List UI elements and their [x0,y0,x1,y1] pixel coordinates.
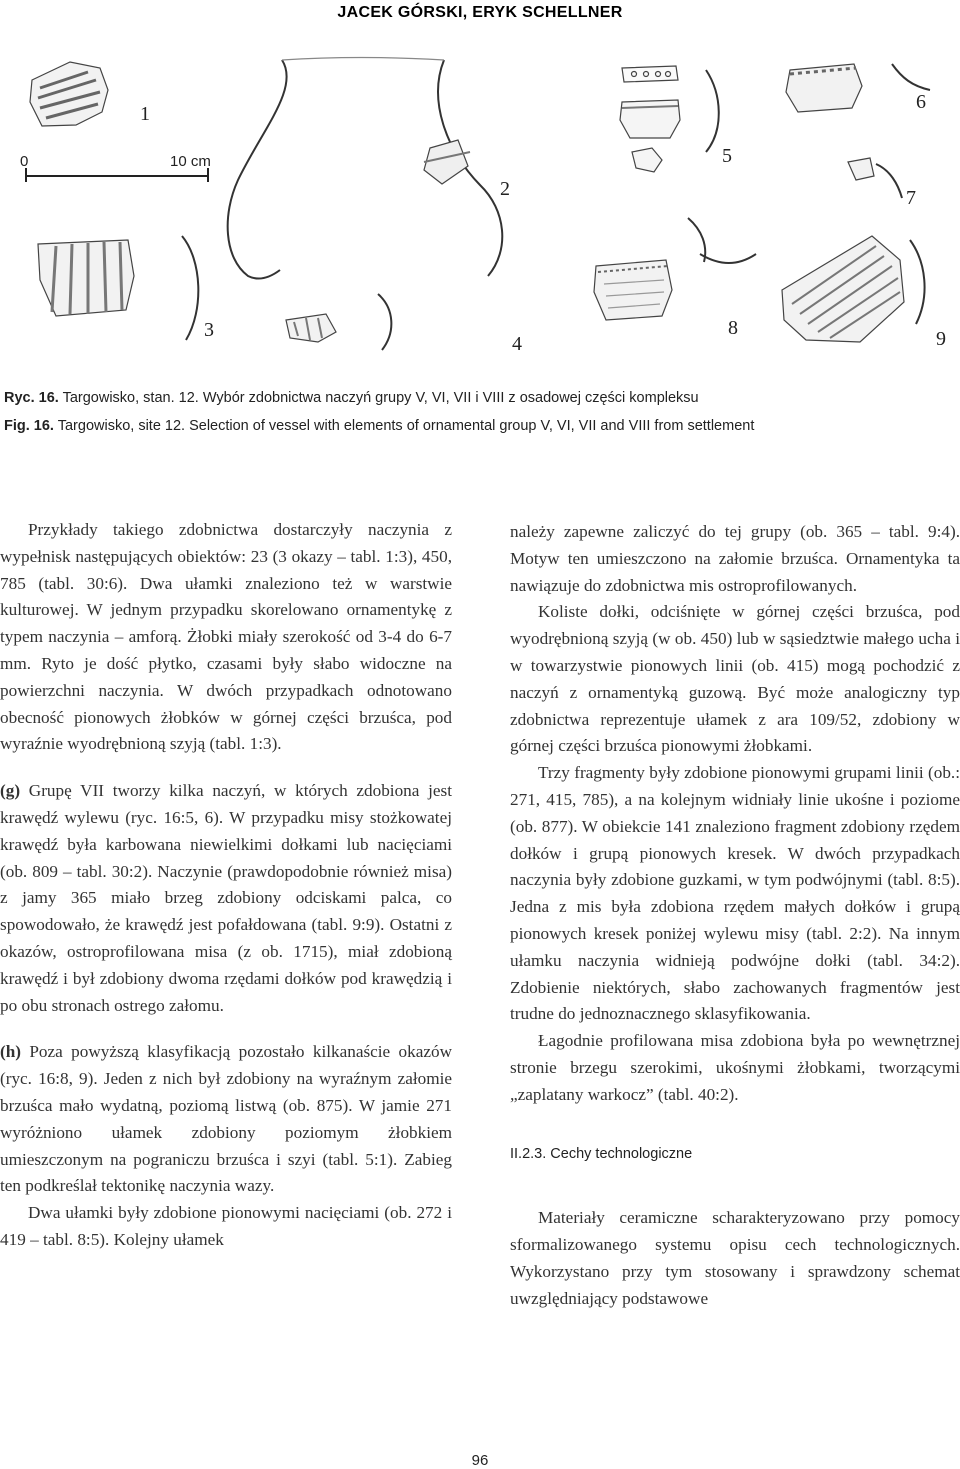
label-3: 3 [204,319,214,341]
fragment-1-drawing [30,62,108,126]
label-4: 4 [512,333,522,355]
fragment-5-drawing [620,66,680,172]
left-paragraph-group-h: (h) Poza powyższą klasyfikacją pozostało kilkanaście okazów (ryc. 16:8, 9). Jeden z nich był zdobiony na wyraźnym załomie brzuśca mało wydatną, poziomą listwą (ob. 875). W jamie 271 wyróżniono ułamek zdobiony poziomym żłobkiem umieszczonym na pograniczu brzuśca i szyi (tabl. 5:1). Zabieg ten podkreślał tektonikę naczynia wazy. [0,1042,452,1196]
label-1: 1 [140,103,150,125]
caption-english-prefix: Fig. 16. [4,418,54,434]
section-subheading: II.2.3. Cechy technologiczne [510,1145,693,1162]
caption-english [4,418,754,434]
fragment-9-drawing [782,236,925,342]
scale-end-label: 10 cm [170,153,211,170]
scale-bar [26,168,208,182]
caption-english-text: Targowisko, site 12. Selection of vessel with elements of ornamental group V, VI, VII and VIII from settlement [53,418,755,434]
right-paragraph-4: Łagodnie profilowana misa zdobiona była po wewnętrznej stronie brzegu szerokimi, ukośnymi żłobkami, tworzącymi „zaplatany warkocz” (tabl. 40:2). [510,1031,960,1104]
caption-polish [4,390,699,406]
fragment-8-drawing [594,218,756,320]
caption-polish-text: Targowisko, stan. 12. Wybór zdobnictwa naczyń grupy V, VI, VII i VIII z osadowej części kompleksu [58,390,699,406]
label-8: 8 [728,317,738,339]
caption-polish-prefix: Ryc. 16. [4,390,59,406]
scale-start-label: 0 [20,153,29,170]
fragment-7-drawing [848,158,902,198]
left-paragraph-1: Przykłady takiego zdobnictwa dostarczyły naczynia z wypełnisk następujących obiektów: 23 (3 okazy – tabl. 1:3), 450, 785 (tabl. 30:6). Dwa ułamki znaleziono też w warstwie kulturowej. W jednym przypadku skorelowano ornamentykę z typem naczynia – amforą. Żłobki miały szerokość od 3-4 do 6-7 mm. Ryto je dość płytko, czasami były słabo widoczne na powierzchni naczynia. W dwóch przypadkach odnotowano obecność pionowych żłobków w górnej części brzuśca, pod wyraźnie wyodrębnioną szyją (tabl. 1:3). [0,520,452,754]
right-column [510,519,960,1313]
left-column [0,517,452,1254]
pottery-figure [0,40,960,390]
fragment-6-drawing [706,64,930,152]
right-paragraph-5: Materiały ceramiczne scharakteryzowano przy pomocy sformalizowanego systemu opisu cech technologicznych. Wykorzystano przy tym stosowany i sprawdzony schemat uwzględniający podstawowe [510,1208,960,1308]
fragment-2-drawing [228,58,503,279]
group-h-marker: (h) [0,1042,22,1062]
label-9: 9 [936,328,946,350]
page-number: 96 [471,1452,489,1469]
label-6: 6 [916,91,926,113]
fragment-4-drawing [286,294,391,350]
label-5: 5 [722,145,732,167]
left-paragraph-last: Dwa ułamki były zdobione pionowymi nacięciami (ob. 272 i 419 – tabl. 8:5). Kolejny ułamek [0,1203,452,1249]
pottery-drawings [0,40,960,390]
label-7: 7 [906,187,916,209]
left-paragraph-group-g: (g) Grupę VII tworzy kilka naczyń, w których zdobiona jest krawędź wylewu (ryc. 16:5, 6). W przypadku misy stożkowatej krawędź była karbowana niewielkimi dołkami lub nacięciami (ob. 809 – tabl. 30:2). Naczynie (prawdopodobnie również misa) z jamy 365 miało brzeg zdobiony odciskami palca, co spowodowało, że krawędź jest pofałdowana (tabl. 9:9). Ostatni z okazów, ostroprofilowana misa (z ob. 1715), miał zdobioną krawędź i był zdobiony dwoma rzędami dołków pod krawędzią i po obu stronach ostrego załomu. [0,781,452,1015]
group-g-marker: (g) [0,781,21,801]
right-paragraph-2: Koliste dołki, odciśnięte w górnej części brzuśca, pod wyodrębnioną szyją (w ob. 450) lub w sąsiedztwie małego ucha i w towarzystwie pionowych linii (ob. 415) mogą pochodzić z naczyń z ornamentyką guzową. Być może analogiczny typ zdobnictwa reprezentuje ułamek z ara 109/52, zdobiony w górnej części brzuśca pionowymi żłobkami. [510,602,960,756]
fragment-3-drawing [38,236,198,340]
label-2: 2 [500,178,510,200]
running-header: JACEK GÓRSKI, ERYK SCHELLNER [337,4,623,21]
right-paragraph-1: należy zapewne zaliczyć do tej grupy (ob. 365 – tabl. 9:4). Motyw ten umieszczono na załomie brzuśca. Ornamentyka ta nawiązuje do zdobnictwa mis ostroprofilowanych. [510,522,960,595]
right-paragraph-3: Trzy fragmenty były zdobione pionowymi grupami linii (ob.: 271, 415, 785), a na kolejnym widniały linie ukośne i poziome (ob. 877). W obiekcie 141 znaleziono fragment zdobiony rzędem dołków i grupą pionowych kresek. W dwóch przypadkach naczynia były zdobione guzkami, w tym podwójnymi (tabl. 8:5). Jedna z mis była zdobiona rzędem małych dołków i grupą pionowych kresek poniżej wylewu misy (tabl. 2:2). Na innym ułamku naczynia widnieją podwójne dołki (tabl. 34:2). Zdobienie niektórych, słabo zachowanych fragmentów jest trudne do jednoznacznego sklasyfikowania. [510,763,960,1024]
